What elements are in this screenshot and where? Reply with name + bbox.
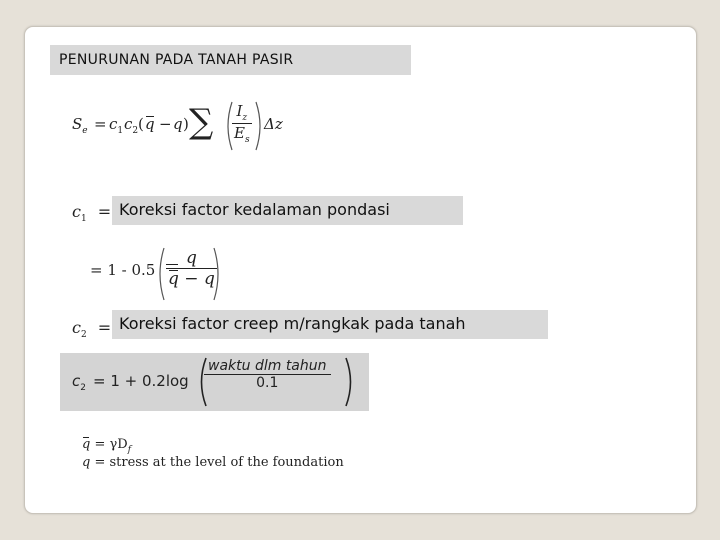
c2-symbol-row: $c_2$ = [72, 318, 112, 340]
c2-symbol: $c_2$ [124, 115, 139, 136]
note-q-bar: $q = \gamma D_f$ [82, 437, 132, 455]
iz-es-fraction [232, 102, 252, 145]
c1-formula-lead: = 1 - 0.5 [90, 261, 156, 279]
c2-numerator: waktu dlm tahun [208, 358, 327, 374]
c2-label: Koreksi factor creep m/rangkak pada tanah [112, 310, 548, 339]
open-paren: ( [138, 115, 144, 133]
c1-label: Koreksi factor kedalaman pondasi [112, 196, 463, 225]
c1-numerator: q [185, 248, 197, 268]
right-paren-icon [212, 246, 224, 302]
notes [82, 436, 344, 472]
c1-symbol-row: $c_1$ = [72, 202, 112, 224]
sigma-icon: ∑ [189, 102, 214, 142]
equals-sign: = [94, 115, 107, 133]
c1-formula [90, 246, 230, 302]
c1-denominator: q − q [168, 269, 215, 289]
se-symbol: $S_e$ [72, 115, 88, 136]
es-denominator: $E_s$ [234, 124, 250, 145]
q-bar: q [145, 115, 155, 133]
iz-numerator: $I_z$ [236, 102, 248, 123]
left-paren-icon [154, 246, 166, 302]
c2-denominator: 0.1 [204, 374, 331, 391]
c2-lhs: $c_2$ [72, 372, 86, 393]
delta-z: Δz [264, 115, 283, 133]
q-symbol: q [173, 115, 183, 133]
note-q: q = stress at the level of the foundation [82, 455, 344, 470]
close-paren: ) [183, 115, 189, 133]
right-paren-icon [344, 356, 356, 408]
minus-sign: − [159, 115, 172, 133]
c2-fraction [206, 358, 329, 391]
c1-fraction [166, 248, 217, 289]
c1-symbol: $c_1$ [109, 115, 124, 136]
slide-title: PENURUNAN PADA TANAH PASIR [50, 45, 411, 75]
c2-rhs: = 1 + 0.2log [93, 372, 189, 390]
c2-formula [72, 353, 372, 411]
settlement-equation [72, 100, 312, 152]
